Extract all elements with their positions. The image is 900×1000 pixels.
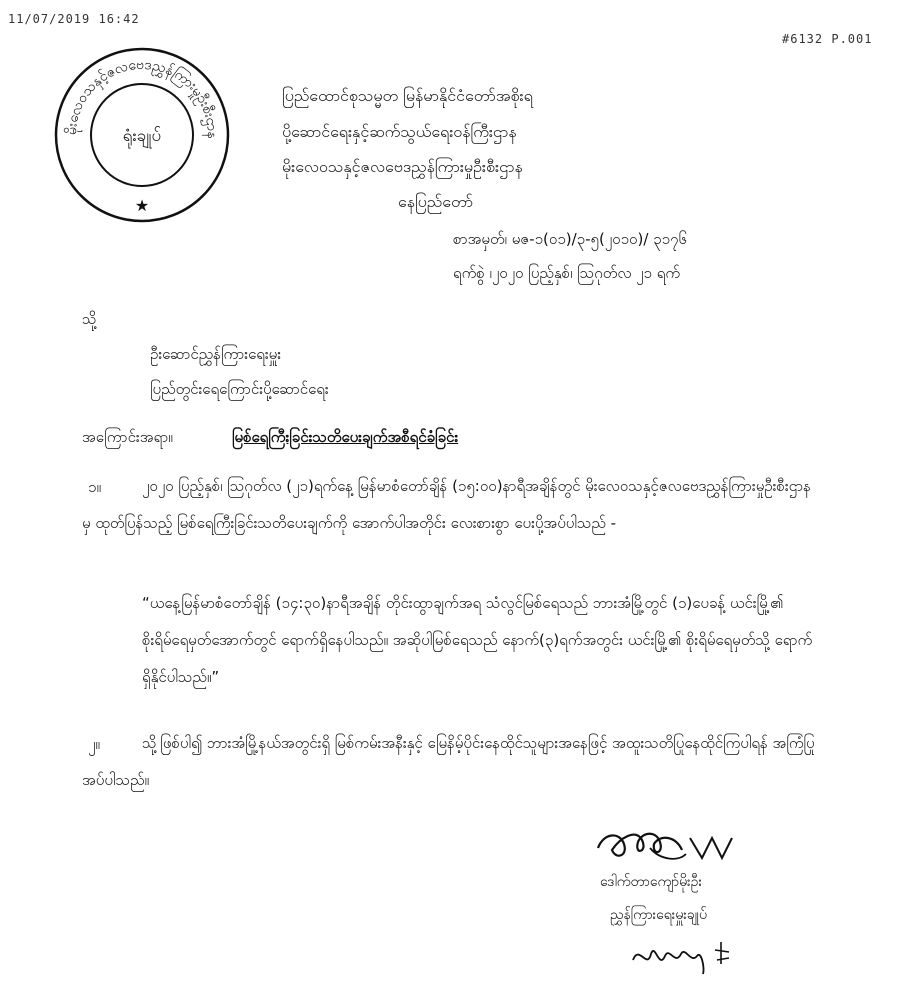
handwritten-signature [590, 810, 780, 870]
header-line-3: မိုးလေဝသနှင့်ဇလဗေဒညွှန်ကြားမှုဦးစီးဌာန [282, 157, 523, 176]
paragraph-1-number: ၁။ [88, 478, 101, 496]
fax-page-ref: #6132 P.001 [782, 32, 873, 46]
addressee-line-2: ပြည်တွင်းရေကြောင်းပို့ဆောင်ရေး [150, 380, 329, 398]
warning-quote: “ယနေ့မြန်မာစံတော်ချိန် (၁၄:၃၀)နာရီအချိန် တိုင်းထွာချက်အရ သံလွင်မြစ်ရေသည် ဘားအံမြို့တွင် (၁)ပေခန့် ယင်းမြို့၏ စိုးရိမ်ရေမှတ်အောက်တွင် ရောက်ရှိနေပါသည်။ အဆိုပါမြစ်ရေသည် နောက်(၃)ရက်အတွင်း ယင်းမြို့၏ စိုးရိမ်ရေမှတ်သို့ ရောက်ရှိနိုင်ပါသည်။” [142, 594, 813, 686]
signer-title: ညွှန်ကြားရေးမှူးချုပ် [610, 907, 707, 923]
paragraph-2-number: ၂။ [88, 735, 100, 753]
star-icon: ★ [134, 196, 150, 215]
letter-date: ရက်စွဲ ၊၂၀၂၀ ပြည့်နှစ်၊ ဩဂုတ်လ ၂၁ ရက် [453, 264, 681, 282]
addressee-line-1: ဦးဆောင်ညွှန်ကြားရေးမှူး [150, 345, 282, 363]
to-label: သို့ [82, 310, 97, 328]
seal-center-text: ရုံးချုပ် [122, 126, 162, 146]
header-line-1: ပြည်ထောင်စုသမ္မတ မြန်မာနိုင်ငံတော်အစိုးရ [282, 86, 533, 105]
signer-name: ဒေါက်တာကျော်မိုးဦး [600, 874, 703, 890]
letter-number: စာအမှတ်၊ မဇ-၁(၀၁)/၃-၅(၂၀၁၀)/ ၃၁၇၆ [453, 230, 687, 248]
initials-signature [625, 930, 745, 980]
seal-ring-text: မိုးလေဝသနှင့်ဇလဗေဒညွှန်ကြားမှုဦးစီးဌာန [63, 56, 221, 139]
department-seal [52, 45, 232, 225]
paragraph-2: သို့ဖြစ်ပါ၍ ဘားအံမြို့နယ်အတွင်းရှိ မြစ်ကမ်းအနီးနှင့် မြေနိမ့်ပိုင်းနေထိုင်သူများအနေဖြင့် အထူးသတိပြုနေထိုင်ကြပါရန် အကြံပြုအပ်ပါသည်။ [82, 734, 815, 789]
subject-label: အကြောင်းအရာ။ [82, 428, 173, 446]
fax-datetime: 11/07/2019 16:42 [8, 12, 140, 26]
subject-text: မြစ်ရေကြီးခြင်းသတိပေးချက်အစီရင်ခံခြင်း [232, 428, 459, 446]
header-line-2: ပို့ဆောင်ရေးနှင့်ဆက်သွယ်ရေးဝန်ကြီးဌာန [282, 122, 517, 141]
header-line-4: နေပြည်တော် [398, 192, 474, 211]
paragraph-1: ၂၀၂၀ ပြည့်နှစ်၊ ဩဂုတ်လ (၂၁)ရက်နေ့ မြန်မာစံတော်ချိန် (၁၅:၀၀)နာရီအချိန်တွင် မိုးလေဝသနှင့်ဇလဗေဒညွှန်ကြားမှုဦးစီးဌာနမှ ထုတ်ပြန်သည့် မြစ်ရေကြီးခြင်းသတိပေးချက်ကို အောက်ပါအတိုင်း လေးစားစွာ ပေးပို့အပ်ပါသည် - [82, 477, 811, 532]
